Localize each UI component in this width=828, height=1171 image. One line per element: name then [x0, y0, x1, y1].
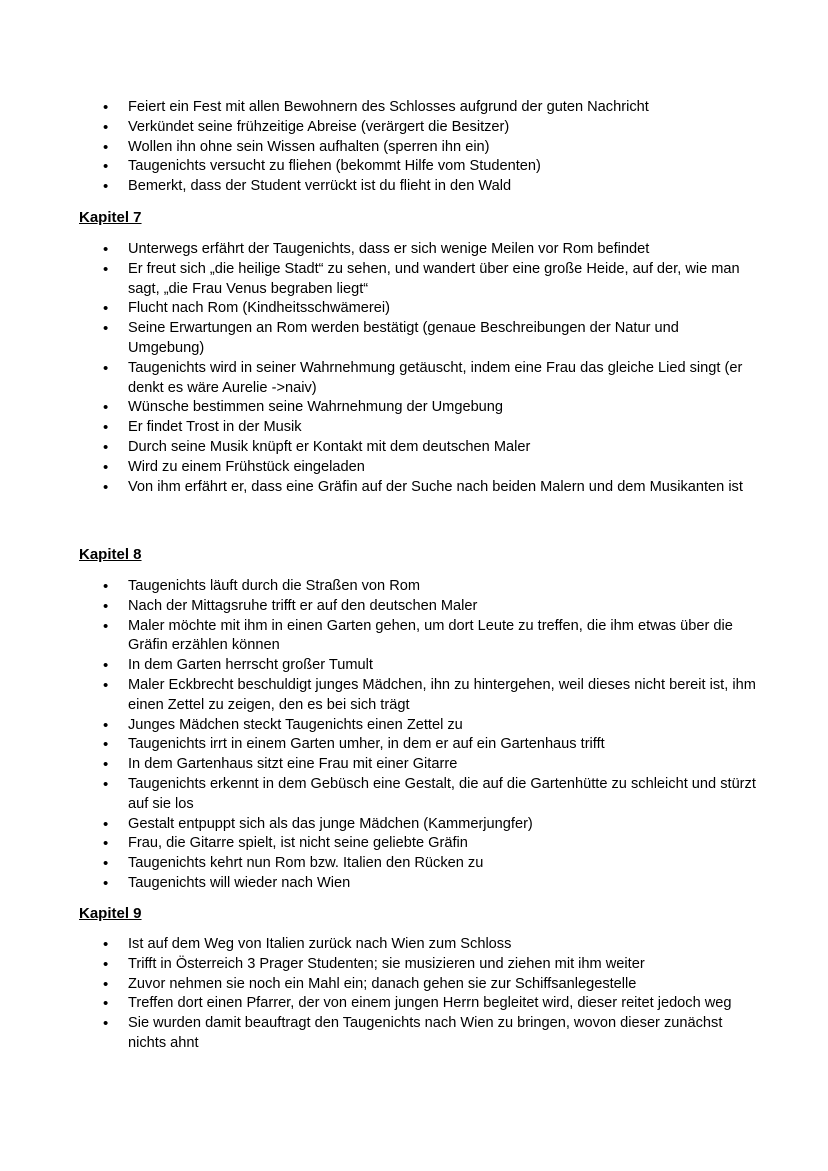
list-item: • Wird zu einem Frühstück eingeladen: [0, 458, 828, 478]
list-item: • Ist auf dem Weg von Italien zurück nach Wien zum Schloss: [0, 935, 828, 955]
kapitel-7-heading: Kapitel 7: [79, 209, 142, 226]
list-item: • Er freut sich „die heilige Stadt“ zu sehen, und wandert über eine große Heide, auf der, wie man sagt, „die Frau Venus begraben liegt“: [0, 260, 828, 300]
kapitel-9-heading: Kapitel 9: [79, 905, 142, 922]
list-item: • Trifft in Österreich 3 Prager Studenten; sie musizieren und ziehen mit ihm weiter: [0, 955, 828, 975]
list-item: • Taugenichts will wieder nach Wien: [0, 874, 828, 894]
list-item: • Treffen dort einen Pfarrer, der von einem jungen Herrn begleitet wird, dieser reitet jedoch weg: [0, 994, 828, 1014]
list-item: • Er findet Trost in der Musik: [0, 418, 828, 438]
list-item: • Verkündet seine frühzeitige Abreise (verärgert die Besitzer): [0, 118, 828, 138]
list-item: • Taugenichts irrt in einem Garten umher, in dem er auf ein Gartenhaus trifft: [0, 735, 828, 755]
list-item: • Taugenichts erkennt in dem Gebüsch eine Gestalt, die auf die Gartenhütte zu schleicht und stürzt auf sie los: [0, 775, 828, 815]
list-item: • Junges Mädchen steckt Taugenichts einen Zettel zu: [0, 716, 828, 736]
list-item: • Maler möchte mit ihm in einen Garten gehen, um dort Leute zu treffen, die ihm etwas über die Gräfin erzählen können: [0, 617, 828, 657]
list-item: • Frau, die Gitarre spielt, ist nicht seine geliebte Gräfin: [0, 834, 828, 854]
kapitel-7-bullet-list: [0, 240, 828, 497]
list-item: • Taugenichts versucht zu fliehen (bekommt Hilfe vom Studenten): [0, 157, 828, 177]
kapitel-9-bullet-list: [0, 935, 828, 1054]
list-item: • In dem Gartenhaus sitzt eine Frau mit einer Gitarre: [0, 755, 828, 775]
list-item: • Wünsche bestimmen seine Wahrnehmung der Umgebung: [0, 398, 828, 418]
list-item: • In dem Garten herrscht großer Tumult: [0, 656, 828, 676]
list-item: • Feiert ein Fest mit allen Bewohnern des Schlosses aufgrund der guten Nachricht: [0, 98, 828, 118]
list-item: • Flucht nach Rom (Kindheitsschwämerei): [0, 299, 828, 319]
list-item: • Maler Eckbrecht beschuldigt junges Mädchen, ihn zu hintergehen, weil dieses nicht bereit ist, ihm einen Zettel zu zeigen, den es bei sich trägt: [0, 676, 828, 716]
list-item: • Nach der Mittagsruhe trifft er auf den deutschen Maler: [0, 597, 828, 617]
list-item: • Von ihm erfährt er, dass eine Gräfin auf der Suche nach beiden Malern und dem Musikanten ist: [0, 478, 828, 498]
intro-bullet-list: [0, 98, 828, 197]
list-item: • Gestalt entpuppt sich als das junge Mädchen (Kammerjungfer): [0, 815, 828, 835]
list-item: • Sie wurden damit beauftragt den Taugenichts nach Wien zu bringen, wovon dieser zunächst nichts ahnt: [0, 1014, 828, 1054]
kapitel-8-heading: Kapitel 8: [79, 546, 142, 563]
list-item: • Taugenichts wird in seiner Wahrnehmung getäuscht, indem eine Frau das gleiche Lied singt (er denkt es wäre Aurelie ->naiv): [0, 359, 828, 399]
list-item: • Seine Erwartungen an Rom werden bestätigt (genaue Beschreibungen der Natur und Umgebung): [0, 319, 828, 359]
list-item: • Bemerkt, dass der Student verrückt ist du flieht in den Wald: [0, 177, 828, 197]
list-item: • Unterwegs erfährt der Taugenichts, dass er sich wenige Meilen vor Rom befindet: [0, 240, 828, 260]
list-item: • Durch seine Musik knüpft er Kontakt mit dem deutschen Maler: [0, 438, 828, 458]
list-item: • Taugenichts läuft durch die Straßen von Rom: [0, 577, 828, 597]
list-item: • Wollen ihn ohne sein Wissen aufhalten (sperren ihn ein): [0, 138, 828, 158]
list-item: • Taugenichts kehrt nun Rom bzw. Italien den Rücken zu: [0, 854, 828, 874]
list-item: • Zuvor nehmen sie noch ein Mahl ein; danach gehen sie zur Schiffsanlegestelle: [0, 975, 828, 995]
kapitel-8-bullet-list: [0, 577, 828, 894]
